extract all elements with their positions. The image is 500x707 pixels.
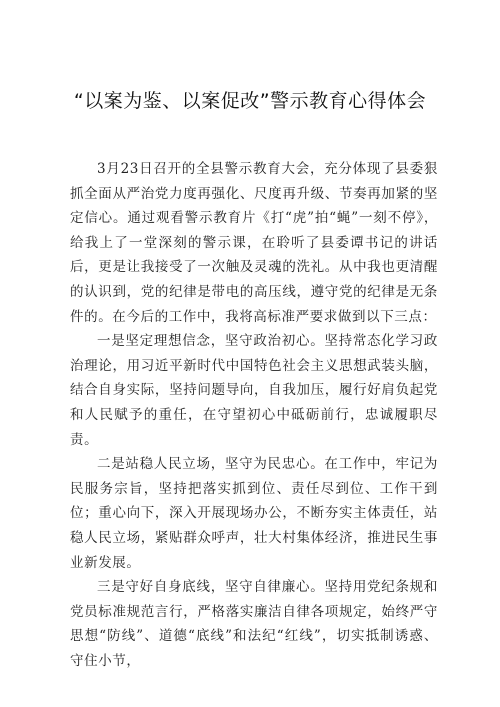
point-three-paragraph: 三是守好自身底线，坚守自律廉心。坚持用党纪条规和党员标准规范言行，严格落实廉洁自律各项规定，始终严守思想“防线”、道德“底线”和法纪“红线”，切实抵制诱惑、守住小节， — [70, 579, 438, 669]
document-title: “以案为鉴、以案促改”警示教育心得体会 — [73, 90, 427, 112]
intro-paragraph: 3月23日召开的全县警示教育大会，充分体现了县委狠抓全面从严治党力度再强化、尺度再升级、节奏再加紧的坚定信心。通过观看警示教育片《打“虎”拍“蝇”一刻不停》，给我上了一堂深刻的警示课，在聆听了县委谭书记的讲话后，更是让我接受了一次触及灵魂的洗礼。从中我也更清醒的认识到，党的纪律是带电的高压线，遵守党的纪律是无条件的。在今后的工作中，我将高标准严要求做到以下三点： — [70, 161, 438, 325]
document-body — [70, 157, 438, 673]
point-one-paragraph: 一是坚定理想信念，坚守政治初心。坚持常态化学习政治理论，用习近平新时代中国特色社会主义思想武装头脑，结合自身实际，坚持问题导向，自我加压，履行好肩负起党和人民赋予的重任，在守望初心中砥砺前行，忠诚履职尽责。 — [70, 333, 438, 448]
point-two-paragraph: 二是站稳人民立场，坚守为民忠心。在工作中，牢记为民服务宗旨，坚持把落实抓到位、责任尽到位、工作干到位；重心向下，深入开展现场办公，不断夯实主体责任，站稳人民立场，紧贴群众呼声，壮大村集体经济，推进民生事业新发展。 — [70, 456, 438, 571]
